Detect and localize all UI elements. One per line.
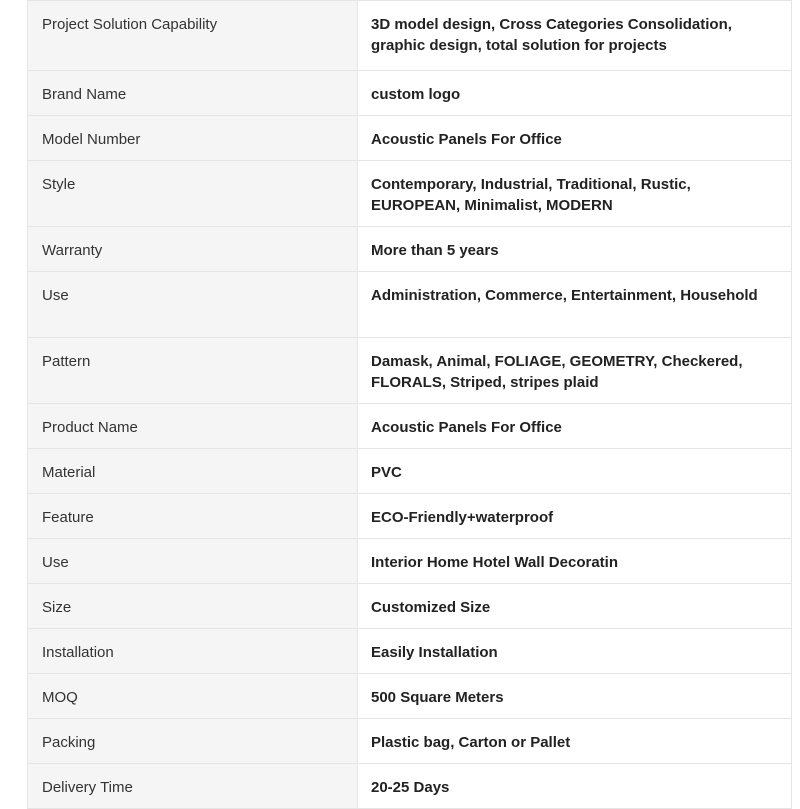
table-row [28,539,791,584]
spec-label: Installation [28,629,358,673]
specification-table [27,0,792,809]
spec-value: Plastic bag, Carton or Pallet [358,719,791,763]
table-row [28,272,791,338]
spec-value: PVC [358,449,791,493]
spec-value: custom logo [358,71,791,115]
table-row [28,161,791,227]
spec-label: Project Solution Capability [28,1,358,70]
table-row [28,629,791,674]
spec-value: Acoustic Panels For Office [358,116,791,160]
table-row [28,584,791,629]
spec-value: Easily Installation [358,629,791,673]
spec-label: Size [28,584,358,628]
spec-value: 500 Square Meters [358,674,791,718]
spec-value: 20-25 Days [358,764,791,808]
table-row [28,338,791,404]
spec-label: Material [28,449,358,493]
spec-value: Customized Size [358,584,791,628]
table-row [28,719,791,764]
spec-value: Damask, Animal, FOLIAGE, GEOMETRY, Checkered, FLORALS, Striped, stripes plaid [358,338,791,403]
spec-label: Brand Name [28,71,358,115]
spec-label: MOQ [28,674,358,718]
spec-label: Feature [28,494,358,538]
spec-value: ECO-Friendly+waterproof [358,494,791,538]
spec-label: Use [28,272,358,337]
table-row [28,494,791,539]
table-row [28,1,791,71]
spec-label: Style [28,161,358,226]
spec-label: Delivery Time [28,764,358,808]
spec-label: Warranty [28,227,358,271]
table-row [28,71,791,116]
spec-label: Product Name [28,404,358,448]
spec-label: Pattern [28,338,358,403]
table-row [28,404,791,449]
spec-value: 3D model design, Cross Categories Consolidation, graphic design, total solution for projects [358,1,791,70]
table-row [28,674,791,719]
table-row [28,116,791,161]
spec-label: Packing [28,719,358,763]
table-row [28,764,791,809]
spec-value: Interior Home Hotel Wall Decoratin [358,539,791,583]
table-row [28,227,791,272]
spec-value: Administration, Commerce, Entertainment, Household [358,272,791,337]
spec-label: Model Number [28,116,358,160]
table-row [28,449,791,494]
spec-label: Use [28,539,358,583]
spec-value: More than 5 years [358,227,791,271]
spec-value: Acoustic Panels For Office [358,404,791,448]
spec-value: Contemporary, Industrial, Traditional, Rustic, EUROPEAN, Minimalist, MODERN [358,161,791,226]
